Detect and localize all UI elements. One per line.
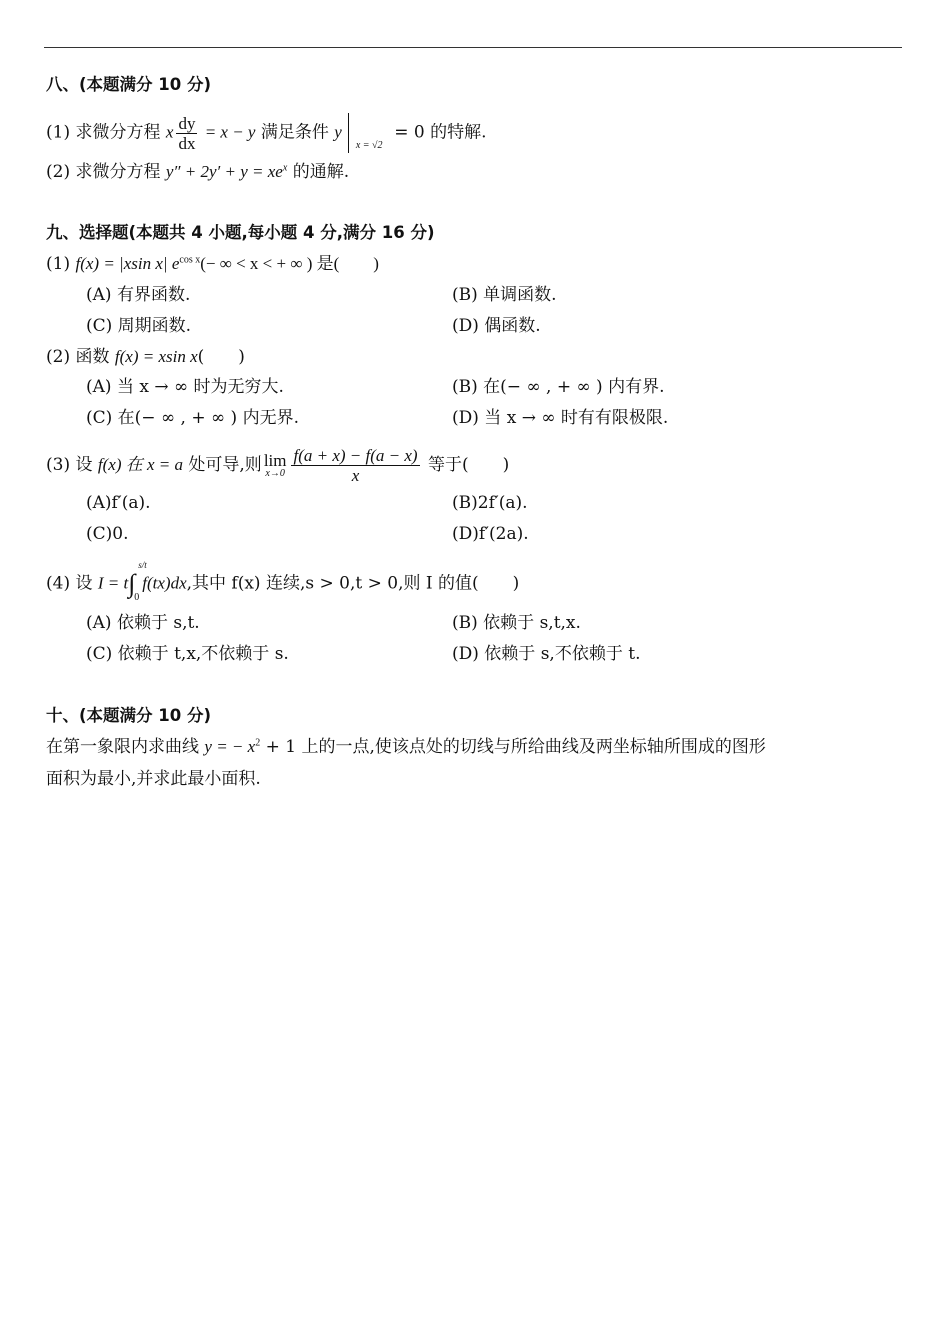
s10-line-2: 面积为最小,并求此最小面积. <box>46 769 261 789</box>
section-9-title: 九、选择题(本题共 4 小题,每小题 4 分,满分 16 分) <box>46 223 435 242</box>
integral-icon <box>128 560 147 603</box>
q4-upper-limit: s/t <box>138 560 147 570</box>
s8-p2-eq: y″ + 2y′ + y = xe <box>165 162 283 181</box>
s8-p1-text: 满足条件 <box>255 122 335 143</box>
s8-p1-num: dy <box>178 113 196 133</box>
q4-number: (4) 设 <box>46 573 98 594</box>
q2-option-c[interactable]: (C) 在(− ∞ , + ∞ ) 内无界. <box>86 408 299 428</box>
s8-p2-end: 的通解. <box>287 162 350 182</box>
s8-p1-cond: x = √2 <box>355 140 383 151</box>
s8-p1-end: = 0 的特解. <box>388 122 487 143</box>
q4-option-c[interactable]: (C) 依赖于 t,x,不依赖于 s. <box>86 644 289 664</box>
s8-problem-2 <box>46 161 349 183</box>
q4-stem <box>46 560 520 603</box>
q3-limit <box>263 450 287 479</box>
q2-func: f(x) = xsin x <box>114 347 198 366</box>
q3-denominator: x <box>351 466 360 485</box>
q1-option-b[interactable]: (B) 单调函数. <box>452 285 557 305</box>
s8-p2-prefix: (2) 求微分方程 <box>46 162 166 182</box>
s8-p1-prefix: (1) 求微分方程 <box>46 122 166 143</box>
q3-option-c[interactable]: (C)0. <box>86 524 129 544</box>
integral-sign: ∫ <box>128 569 136 598</box>
q3-number: (3) 设 <box>46 455 98 475</box>
section-8-title: 八、(本题满分 10 分) <box>46 75 212 94</box>
q3-lim-sub: x→0 <box>265 467 285 479</box>
q3-blank: 等于( ) <box>422 455 510 475</box>
q3-option-b[interactable]: (B)2f′(a). <box>452 493 528 513</box>
q4-lower-limit: 0 <box>134 592 140 603</box>
s8-p1-eval-bar <box>348 113 383 153</box>
q2-number: (2) 函数 <box>46 347 115 367</box>
q4-text: ,其中 f(x) 连续,s > 0,t > 0,则 I 的值( ) <box>186 573 520 594</box>
q4-lhs: I = t <box>97 573 129 593</box>
q3-stem <box>46 446 509 485</box>
q3-lim-word: lim <box>263 450 287 470</box>
s8-p1-fraction <box>176 114 197 153</box>
q1-stem <box>46 253 379 275</box>
s10-line-1 <box>46 736 766 758</box>
q1-option-a[interactable]: (A) 有界函数. <box>86 285 191 305</box>
q3-option-a[interactable]: (A)f′(a). <box>86 493 151 513</box>
s8-p2-sup: x <box>282 162 288 174</box>
q2-blank: ( ) <box>197 347 245 367</box>
q1-option-d[interactable]: (D) 偶函数. <box>452 316 541 336</box>
q4-option-b[interactable]: (B) 依赖于 s,t,x. <box>452 613 581 633</box>
q4-integrand: f(tx)dx <box>142 573 187 593</box>
q3-numerator: f(a + x) − f(a − x) <box>293 446 418 465</box>
q4-option-d[interactable]: (D) 依赖于 s,不依赖于 t. <box>452 644 641 664</box>
q3-text: 处可导,则 <box>183 455 262 475</box>
s8-problem-1 <box>46 113 487 153</box>
q3-cond: f(x) 在 x = a <box>97 455 183 474</box>
q2-option-b[interactable]: (B) 在(− ∞ , + ∞ ) 内有界. <box>452 377 665 397</box>
s10-sup: 2 <box>255 737 261 749</box>
s8-p1-rhs: = x − y <box>200 122 256 142</box>
q2-stem <box>46 346 245 368</box>
section-10-title: 十、(本题满分 10 分) <box>46 706 212 725</box>
s10-text-a: 在第一象限内求曲线 <box>46 737 205 757</box>
q1-number: (1) <box>46 254 76 274</box>
s8-p1-y: y <box>334 122 342 142</box>
q1-sup: cos x <box>179 254 201 266</box>
q3-fraction <box>291 446 419 485</box>
q2-option-d[interactable]: (D) 当 x → ∞ 时有有限极限. <box>452 408 669 428</box>
header-rule <box>44 47 902 48</box>
s10-curve: y = − x <box>204 737 256 756</box>
q1-func: f(x) = |xsin x| e <box>75 254 180 273</box>
q1-option-c[interactable]: (C) 周期函数. <box>86 316 192 336</box>
q2-option-a[interactable]: (A) 当 x → ∞ 时为无穷大. <box>86 377 284 397</box>
s8-p1-x: x <box>165 122 174 142</box>
s8-p1-den: dx <box>178 133 196 153</box>
q4-option-a[interactable]: (A) 依赖于 s,t. <box>86 613 200 633</box>
s10-text-c: + 1 上的一点,使该点处的切线与所给曲线及两坐标轴所围成的图形 <box>260 737 766 757</box>
q1-domain: (− ∞ < x < + ∞ ) 是( ) <box>200 254 379 273</box>
q3-option-d[interactable]: (D)f′(2a). <box>452 524 529 544</box>
